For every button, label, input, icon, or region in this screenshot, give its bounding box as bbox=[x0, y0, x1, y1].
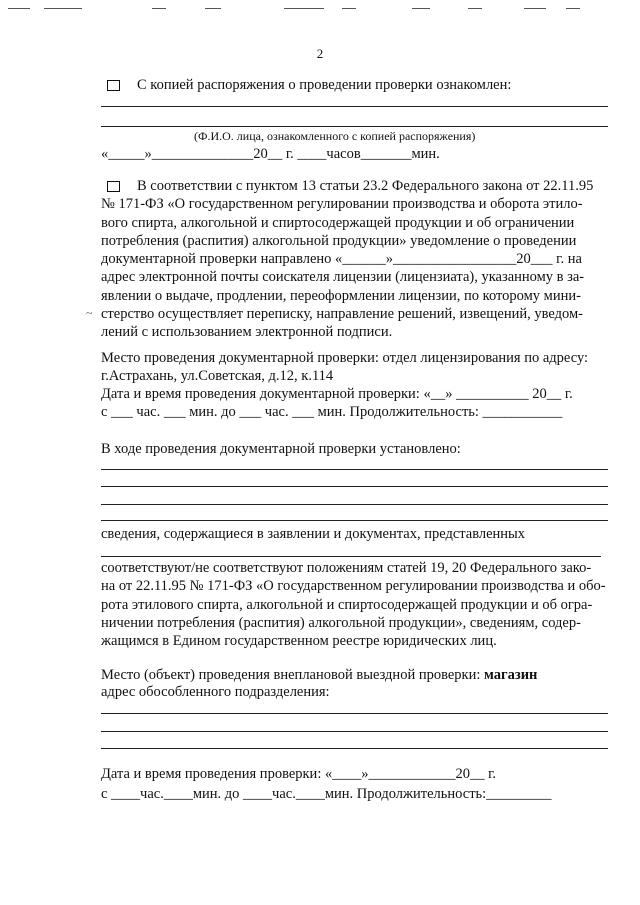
scan-line bbox=[342, 8, 356, 9]
blank-line bbox=[101, 520, 608, 521]
doc-check-datetime: Дата и время проведения документарной проверки: «__» __________ 20__ г. bbox=[101, 386, 573, 402]
onsite-address-label: адрес обособленного подразделения: bbox=[101, 684, 330, 700]
paragraph-line: жащимся в Едином государственном реестре юридических лиц. bbox=[101, 633, 497, 650]
blank-line bbox=[101, 504, 608, 505]
paragraph-line: лений с использованием электронной подписи. bbox=[101, 324, 393, 341]
blank-line bbox=[101, 731, 608, 732]
onsite-time: с ____час.____мин. до ____час.____мин. Продолжительность:_________ bbox=[101, 786, 552, 802]
acknowledged-heading: С копией распоряжения о проведении проверки ознакомлен: bbox=[137, 77, 512, 93]
paragraph-line: соответствуют/не соответствуют положениям статей 19, 20 Федерального зако- bbox=[101, 560, 592, 576]
checkbox-acknowledged[interactable] bbox=[107, 80, 120, 91]
findings-info-line: сведения, содержащиеся в заявлении и документах, представленных bbox=[101, 526, 526, 542]
paragraph-line: на от 22.11.95 № 171-ФЗ «О государственном регулировании производства и обо- bbox=[101, 578, 606, 595]
onsite-place-value: магазин bbox=[484, 667, 538, 683]
onsite-place-label: Место (объект) проведения внеплановой выездной проверки: bbox=[101, 667, 484, 683]
paragraph-line: В соответствии с пунктом 13 статьи 23.2 Федерального закона от 22.11.95 bbox=[137, 178, 594, 194]
notification-paragraph bbox=[101, 177, 606, 342]
onsite-place bbox=[101, 667, 537, 684]
margin-mark: ~ bbox=[86, 306, 93, 320]
acknowledged-date-line: «_____»______________20__ г. ____часов_______мин. bbox=[101, 146, 440, 162]
blank-line bbox=[101, 556, 601, 557]
paragraph-line: ничении потребления (распития) алкогольной продукции», сведениям, содер- bbox=[101, 614, 581, 631]
paragraph-line: явлении о выдаче, продлении, переоформлении лицензии, по которому мини- bbox=[101, 287, 581, 304]
paragraph-line: потребления (распития) алкогольной продукции» уведомление о проведении bbox=[101, 232, 577, 249]
blank-line bbox=[101, 126, 608, 127]
scan-line bbox=[44, 8, 82, 9]
scan-line bbox=[205, 8, 221, 9]
paragraph-line: рота этилового спирта, алкогольной и спиртосодержащей продукции и об огра- bbox=[101, 596, 593, 613]
paragraph-line: вого спирта, алкогольной и спиртосодержащей продукции и об ограничении bbox=[101, 214, 575, 231]
fio-caption: (Ф.И.О. лица, ознакомленного с копией распоряжения) bbox=[194, 129, 476, 143]
doc-check-address: г.Астрахань, ул.Советская, д.12, к.114 bbox=[101, 368, 334, 384]
scan-line bbox=[412, 8, 430, 9]
scan-line bbox=[468, 8, 482, 9]
paragraph-line: № 171-ФЗ «О государственном регулировании производства и оборота этило- bbox=[101, 196, 583, 213]
scan-line bbox=[152, 8, 166, 9]
paragraph-line: адрес электронной почты соискателя лицензии (лицензиата), указанному в за- bbox=[101, 269, 585, 286]
blank-line bbox=[101, 486, 608, 487]
paragraph-line: документарной проверки направлено «______»_________________20___ г. на bbox=[101, 251, 582, 268]
scan-line bbox=[524, 8, 546, 9]
findings-paragraph bbox=[101, 559, 606, 650]
doc-check-place: Место проведения документарной проверки: отдел лицензирования по адресу: bbox=[101, 350, 589, 366]
blank-line bbox=[101, 713, 608, 714]
scan-line bbox=[284, 8, 324, 9]
blank-line bbox=[101, 469, 608, 470]
paragraph-line: стерство осуществляет переписку, направление решений, извещений, уведом- bbox=[101, 306, 583, 323]
blank-line bbox=[101, 106, 608, 107]
onsite-datetime: Дата и время проведения проверки: «____»____________20__ г. bbox=[101, 766, 497, 782]
page-number: 2 bbox=[316, 46, 324, 61]
findings-heading: В ходе проведения документарной проверки установлено: bbox=[101, 441, 461, 457]
blank-line bbox=[101, 748, 608, 749]
scan-line bbox=[8, 8, 30, 9]
scan-line bbox=[566, 8, 580, 9]
doc-check-time: с ___ час. ___ мин. до ___ час. ___ мин. Продолжительность: ___________ bbox=[101, 404, 563, 420]
